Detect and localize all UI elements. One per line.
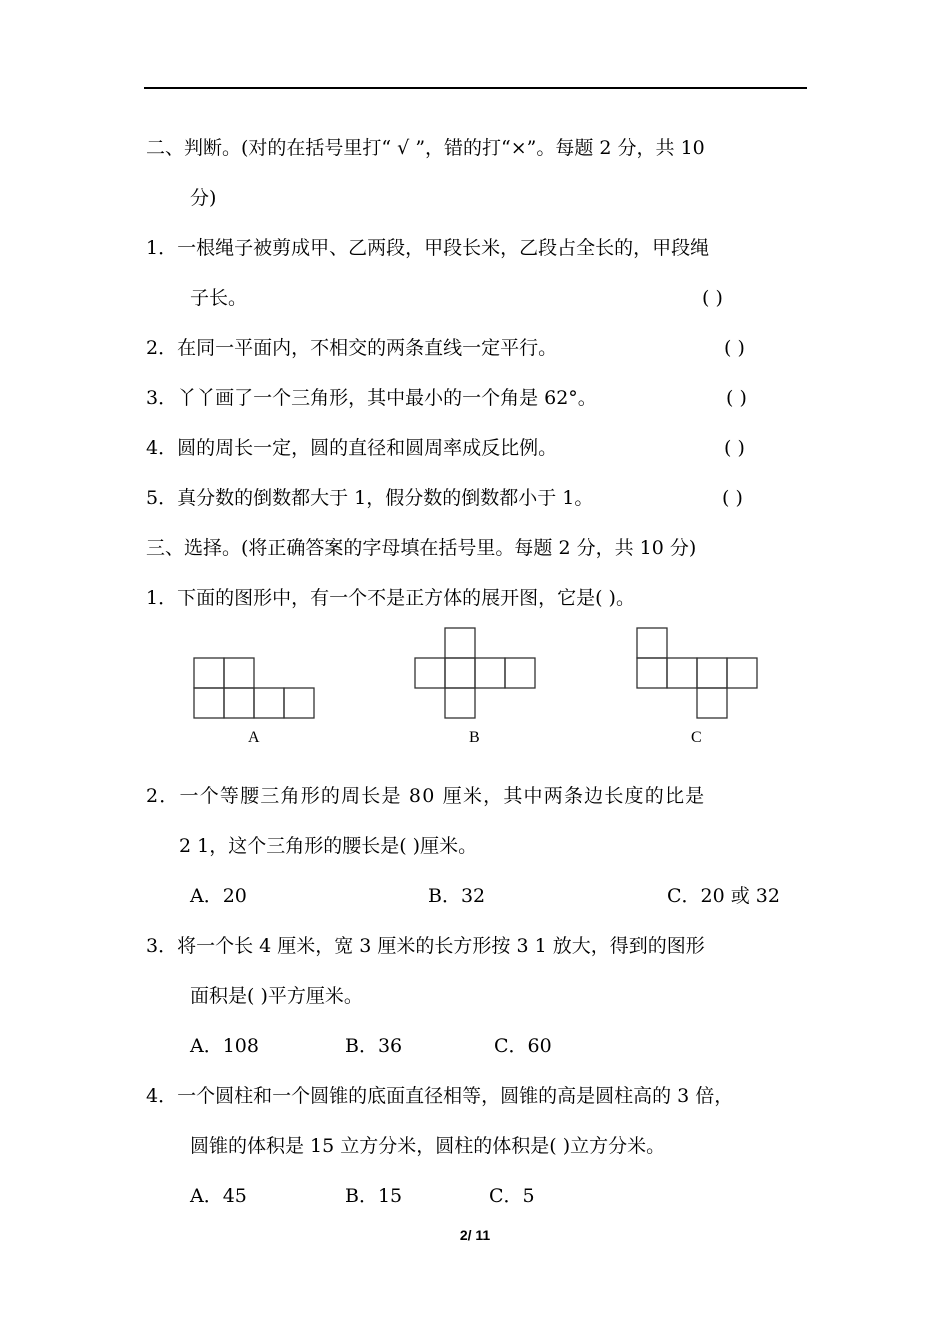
q2-option-c[interactable]: C．20 或 32 (667, 885, 780, 907)
q3-option-c[interactable]: C．60 (494, 1035, 552, 1057)
judge-item-4: 4．圆的周长一定，圆的直径和圆周率成反比例。 (146, 437, 558, 459)
net-a (194, 658, 314, 718)
answer-bracket-2[interactable]: ( ) (724, 337, 745, 359)
choice-q3: 3．将一个长 4 厘米，宽 3 厘米的长方形按 3 1 放大，得到的图形 (146, 935, 705, 957)
answer-bracket-3[interactable]: ( ) (726, 387, 747, 409)
choice-q2: 2．一个等腰三角形的周长是 80 厘米，其中两条边长度的比是 (146, 785, 706, 807)
answer-bracket-4[interactable]: ( ) (724, 437, 745, 459)
q4-option-a[interactable]: A．45 (190, 1185, 247, 1207)
judge-item-2: 2．在同一平面内，不相交的两条直线一定平行。 (146, 337, 558, 359)
choice-q4: 4．一个圆柱和一个圆锥的底面直径相等，圆锥的高是圆柱高的 3 倍， (146, 1085, 734, 1107)
choice-q4-cont: 圆锥的体积是 15 立方分米，圆柱的体积是( )立方分米。 (190, 1135, 666, 1157)
section3-title: 三、选择。(将正确答案的字母填在括号里。每题 2 分，共 10 分) (146, 537, 697, 559)
q4-option-b[interactable]: B．15 (345, 1185, 403, 1207)
net-c (637, 628, 757, 718)
judge-item-1: 1．一根绳子被剪成甲、乙两段，甲段长米，乙段占全长的，甲段绳 (146, 237, 710, 259)
net-label-b: B (469, 729, 480, 746)
answer-bracket-5[interactable]: ( ) (722, 487, 743, 509)
choice-q2-cont: 2 1，这个三角形的腰长是( )厘米。 (179, 835, 478, 857)
net-label-c: C (691, 729, 702, 746)
q3-option-a[interactable]: A．108 (190, 1035, 259, 1057)
q2-option-a[interactable]: A．20 (190, 885, 247, 907)
q2-option-b[interactable]: B．32 (428, 885, 486, 907)
choice-q1: 1．下面的图形中，有一个不是正方体的展开图，它是( )。 (146, 587, 635, 609)
q3-option-b[interactable]: B．36 (345, 1035, 403, 1057)
answer-bracket-1[interactable]: ( ) (702, 287, 723, 309)
net-b (415, 628, 535, 718)
judge-item-1-cont: 子长。 (190, 287, 248, 309)
net-label-a: A (248, 729, 260, 746)
section2-title: 二、判断。(对的在括号里打“ √ ”，错的打“×”。每题 2 分，共 10 (146, 137, 705, 159)
q4-option-c[interactable]: C．5 (489, 1185, 535, 1207)
section2-title-cont: 分) (190, 187, 217, 209)
judge-item-3: 3．丫丫画了一个三角形，其中最小的一个角是 62°。 (146, 387, 597, 409)
choice-q3-cont: 面积是( )平方厘米。 (190, 985, 363, 1007)
judge-item-5: 5．真分数的倒数都大于 1，假分数的倒数都小于 1。 (146, 487, 594, 509)
page-number: 2/ 11 (459, 1227, 491, 1243)
